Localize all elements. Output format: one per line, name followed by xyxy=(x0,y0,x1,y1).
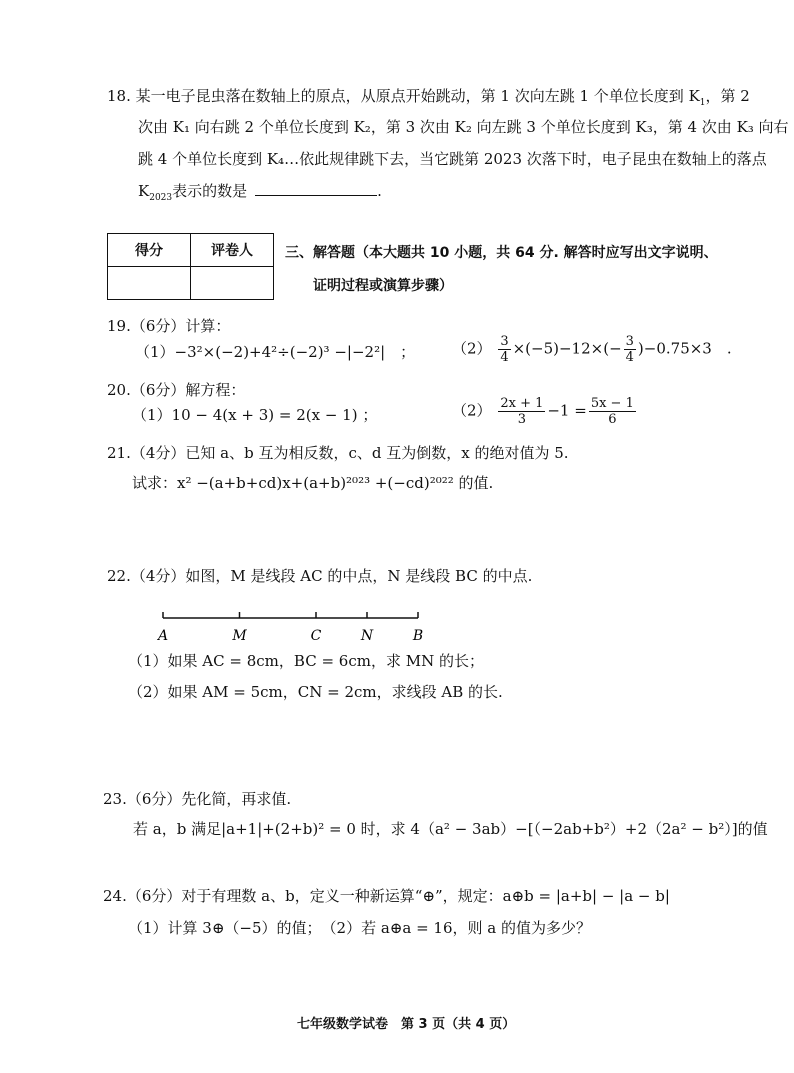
q24-part1: （1）计算 3⊕（−5）的值； （2）若 a⊕a = 16，则 a 的值为多少？ xyxy=(128,919,591,937)
q20-part2 xyxy=(452,396,638,427)
q20-p2-label: （2） xyxy=(452,401,492,420)
q19-p2-mid: ×(−5)−12×(− xyxy=(512,339,622,358)
grader-cell[interactable] xyxy=(191,267,274,300)
q22-head: 22.（4分）如图，M 是线段 AC 的中点，N 是线段 BC 的中点. xyxy=(107,567,533,585)
q24-head: 24.（6分）对于有理数 a、b，定义一种新运算“⊕”，规定：a⊕b = |a+b| − |a − b| xyxy=(103,887,670,905)
page-footer: 七年级数学试卷 第 3 页（共 4 页） xyxy=(297,1017,516,1032)
q19-p2-label: （2） xyxy=(452,339,492,358)
point-label-C: C xyxy=(310,628,322,644)
q18-line1-text: 某一电子昆虫落在数轴上的原点，从原点开始跳动，第 1 次向左跳 1 个单位长度到 K xyxy=(135,87,700,105)
segment-diagram xyxy=(155,610,430,645)
frac-den: 4 xyxy=(625,350,634,365)
score-header: 得分 xyxy=(108,234,191,267)
q22-part1: （1）如果 AC = 8cm，BC = 6cm，求 MN 的长； xyxy=(128,652,484,670)
fraction xyxy=(498,396,545,427)
q18-k-sub: 2023 xyxy=(149,193,173,203)
q18-k: K xyxy=(138,182,150,200)
q18-line2: 次由 K₁ 向右跳 2 个单位长度到 K₂，第 3 次由 K₂ 向左跳 3 个单位长度到 K₃，第 4 次由 K₃ 向右 xyxy=(138,118,789,136)
q23-head: 23.（6分）先化简，再求值. xyxy=(103,790,292,808)
q21-expr: 试求：x² −(a+b+cd)x+(a+b)²⁰²³ +(−cd)²⁰²² 的值. xyxy=(132,474,494,492)
grader-header: 评卷人 xyxy=(191,234,274,267)
score-cell[interactable] xyxy=(108,267,191,300)
answer-blank[interactable] xyxy=(255,181,377,196)
q22-part2: （2）如果 AM = 5cm，CN = 2cm，求线段 AB 的长. xyxy=(128,683,503,701)
point-label-N: N xyxy=(360,628,374,644)
frac-num: 2x + 1 xyxy=(500,396,544,411)
q18-number: 18. xyxy=(107,87,131,105)
fraction xyxy=(624,334,636,365)
q18-line1 xyxy=(107,86,750,113)
q20-part1: （1）10 − 4(x + 3) = 2(x − 1) ； xyxy=(132,406,378,424)
frac-den: 3 xyxy=(517,412,526,427)
q20-p2-mid: −1 = xyxy=(547,401,587,420)
q18-line4 xyxy=(138,181,382,208)
section3-title: 三、解答题（本大题共 10 小题，共 64 分. 解答时应写出文字说明、 xyxy=(285,245,718,261)
frac-num: 3 xyxy=(625,334,634,349)
q19-p2-tail: )−0.75×3 . xyxy=(637,339,732,358)
q18-line1-sub: 1 xyxy=(699,98,706,108)
q18-line3: 跳 4 个单位长度到 K₄…依此规律跳下去，当它跳第 2023 次落下时，电子昆虫在数轴上的落点 xyxy=(138,150,767,168)
q19-part1: （1）−3²×(−2)+4²÷(−2)³ −|−2²| ； xyxy=(135,343,416,361)
frac-num: 3 xyxy=(500,334,509,349)
section3-title2: 证明过程或演算步骤） xyxy=(313,278,453,294)
q23-body: 若 a，b 满足|a+1|+(2+b)² = 0 时，求 4（a² − 3ab）−[（−2ab+b²）+2（2a² − b²）]的值 xyxy=(133,820,768,838)
frac-den: 6 xyxy=(608,412,617,427)
point-label-B: B xyxy=(412,628,424,644)
frac-den: 4 xyxy=(500,350,509,365)
q18-line4-end: . xyxy=(377,182,382,200)
q19-head: 19.（6分）计算： xyxy=(107,317,231,335)
point-label-A: A xyxy=(157,628,169,644)
frac-num: 5x − 1 xyxy=(590,396,634,411)
fraction xyxy=(589,396,636,427)
fraction xyxy=(498,334,510,365)
score-table xyxy=(107,233,274,300)
point-label-M: M xyxy=(232,628,247,644)
q21-head: 21.（4分）已知 a、b 互为相反数，c、d 互为倒数，x 的绝对值为 5. xyxy=(107,444,569,462)
q20-head: 20.（6分）解方程： xyxy=(107,381,246,399)
q18-line4-text: 表示的数是 xyxy=(172,182,248,200)
q18-line1-tail: ，第 2 xyxy=(705,87,750,105)
q19-part2 xyxy=(452,334,732,365)
